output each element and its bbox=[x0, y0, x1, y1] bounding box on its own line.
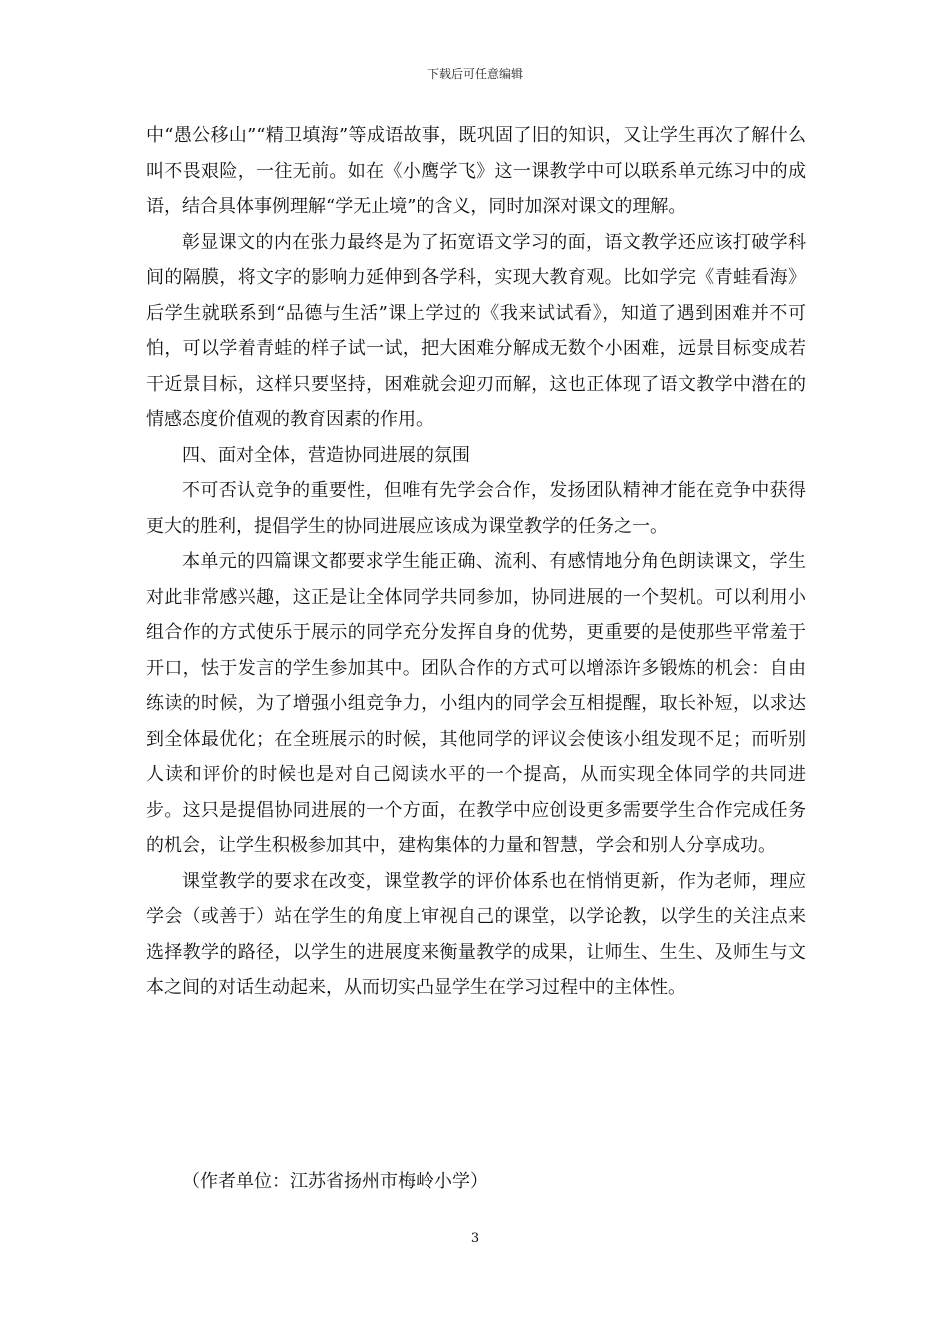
paragraph: 不可否认竞争的重要性，但唯有先学会合作，发扬团队精神才能在竞争中获得更大的胜利，提倡学生的协同进展应该成为课堂教学的任务之一。 bbox=[146, 480, 806, 537]
paragraph: 课堂教学的要求在改变，课堂教学的评价体系也在悄悄更新，作为老师，理应学会（或善于）站在学生的角度上审视自己的课堂，以学论教，以学生的关注点来选择教学的路径，以学生的进展度来衡量教学的成果，让师生、生生、及师生与文本之间的对话生动起来，从而切实凸显学生在学习过程中的主体性。 bbox=[146, 870, 806, 998]
page-header: 下载后可任意编辑 bbox=[426, 67, 523, 81]
section-heading: 四、面对全体，营造协同进展的氛围 bbox=[182, 444, 470, 466]
page-number: 3 bbox=[470, 1231, 480, 1246]
paragraph-continued: 中“愚公移山”“精卫填海”等成语故事，既巩固了旧的知识，又让学生再次了解什么叫不畏艰险，一往无前。如在《小鹰学飞》这一课教学中可以联系单元练习中的成语，结合具体事例理解“学无止境”的含义，同时加深对课文的理解。 bbox=[146, 125, 806, 217]
author-affiliation: （作者单位：江苏省扬州市梅岭小学） bbox=[182, 1171, 488, 1192]
paragraph: 彰显课文的内在张力最终是为了拓宽语文学习的面，语文教学还应该打破学科间的隔膜，将文字的影响力延伸到各学科，实现大教育观。比如学完《青蛙看海》后学生就联系到“品德与生活”课上学过的《我来试试看》，知道了遇到困难并不可怕，可以学着青蛙的样子试一试，把大困难分解成无数个小困难，远景目标变成若干近景目标，这样只要坚持，困难就会迎刃而解，这也正体现了语文教学中潜在的情感态度价值观的教育因素的作用。 bbox=[146, 231, 806, 430]
paragraph: 本单元的四篇课文都要求学生能正确、流利、有感情地分角色朗读课文，学生对此非常感兴趣，这正是让全体同学共同参加，协同进展的一个契机。可以利用小组合作的方式使乐于展示的同学充分发挥自身的优势，更重要的是使那些平常羞于开口，怯于发言的学生参加其中。团队合作的方式可以增添许多锻炼的机会：自由练读的时候，为了增强小组竞争力，小组内的同学会互相提醒，取长补短，以求达到全体最优化；在全班展示的时候，其他同学的评议会使该小组发现不足；而听别人读和评价的时候也是对自己阅读水平的一个提高，从而实现全体同学的共同进步。这只是提倡协同进展的一个方面，在教学中应创设更多需要学生合作完成任务的机会，让学生积极参加其中，建构集体的力量和智慧，学会和别人分享成功。 bbox=[146, 551, 806, 856]
document-body bbox=[146, 118, 806, 1006]
